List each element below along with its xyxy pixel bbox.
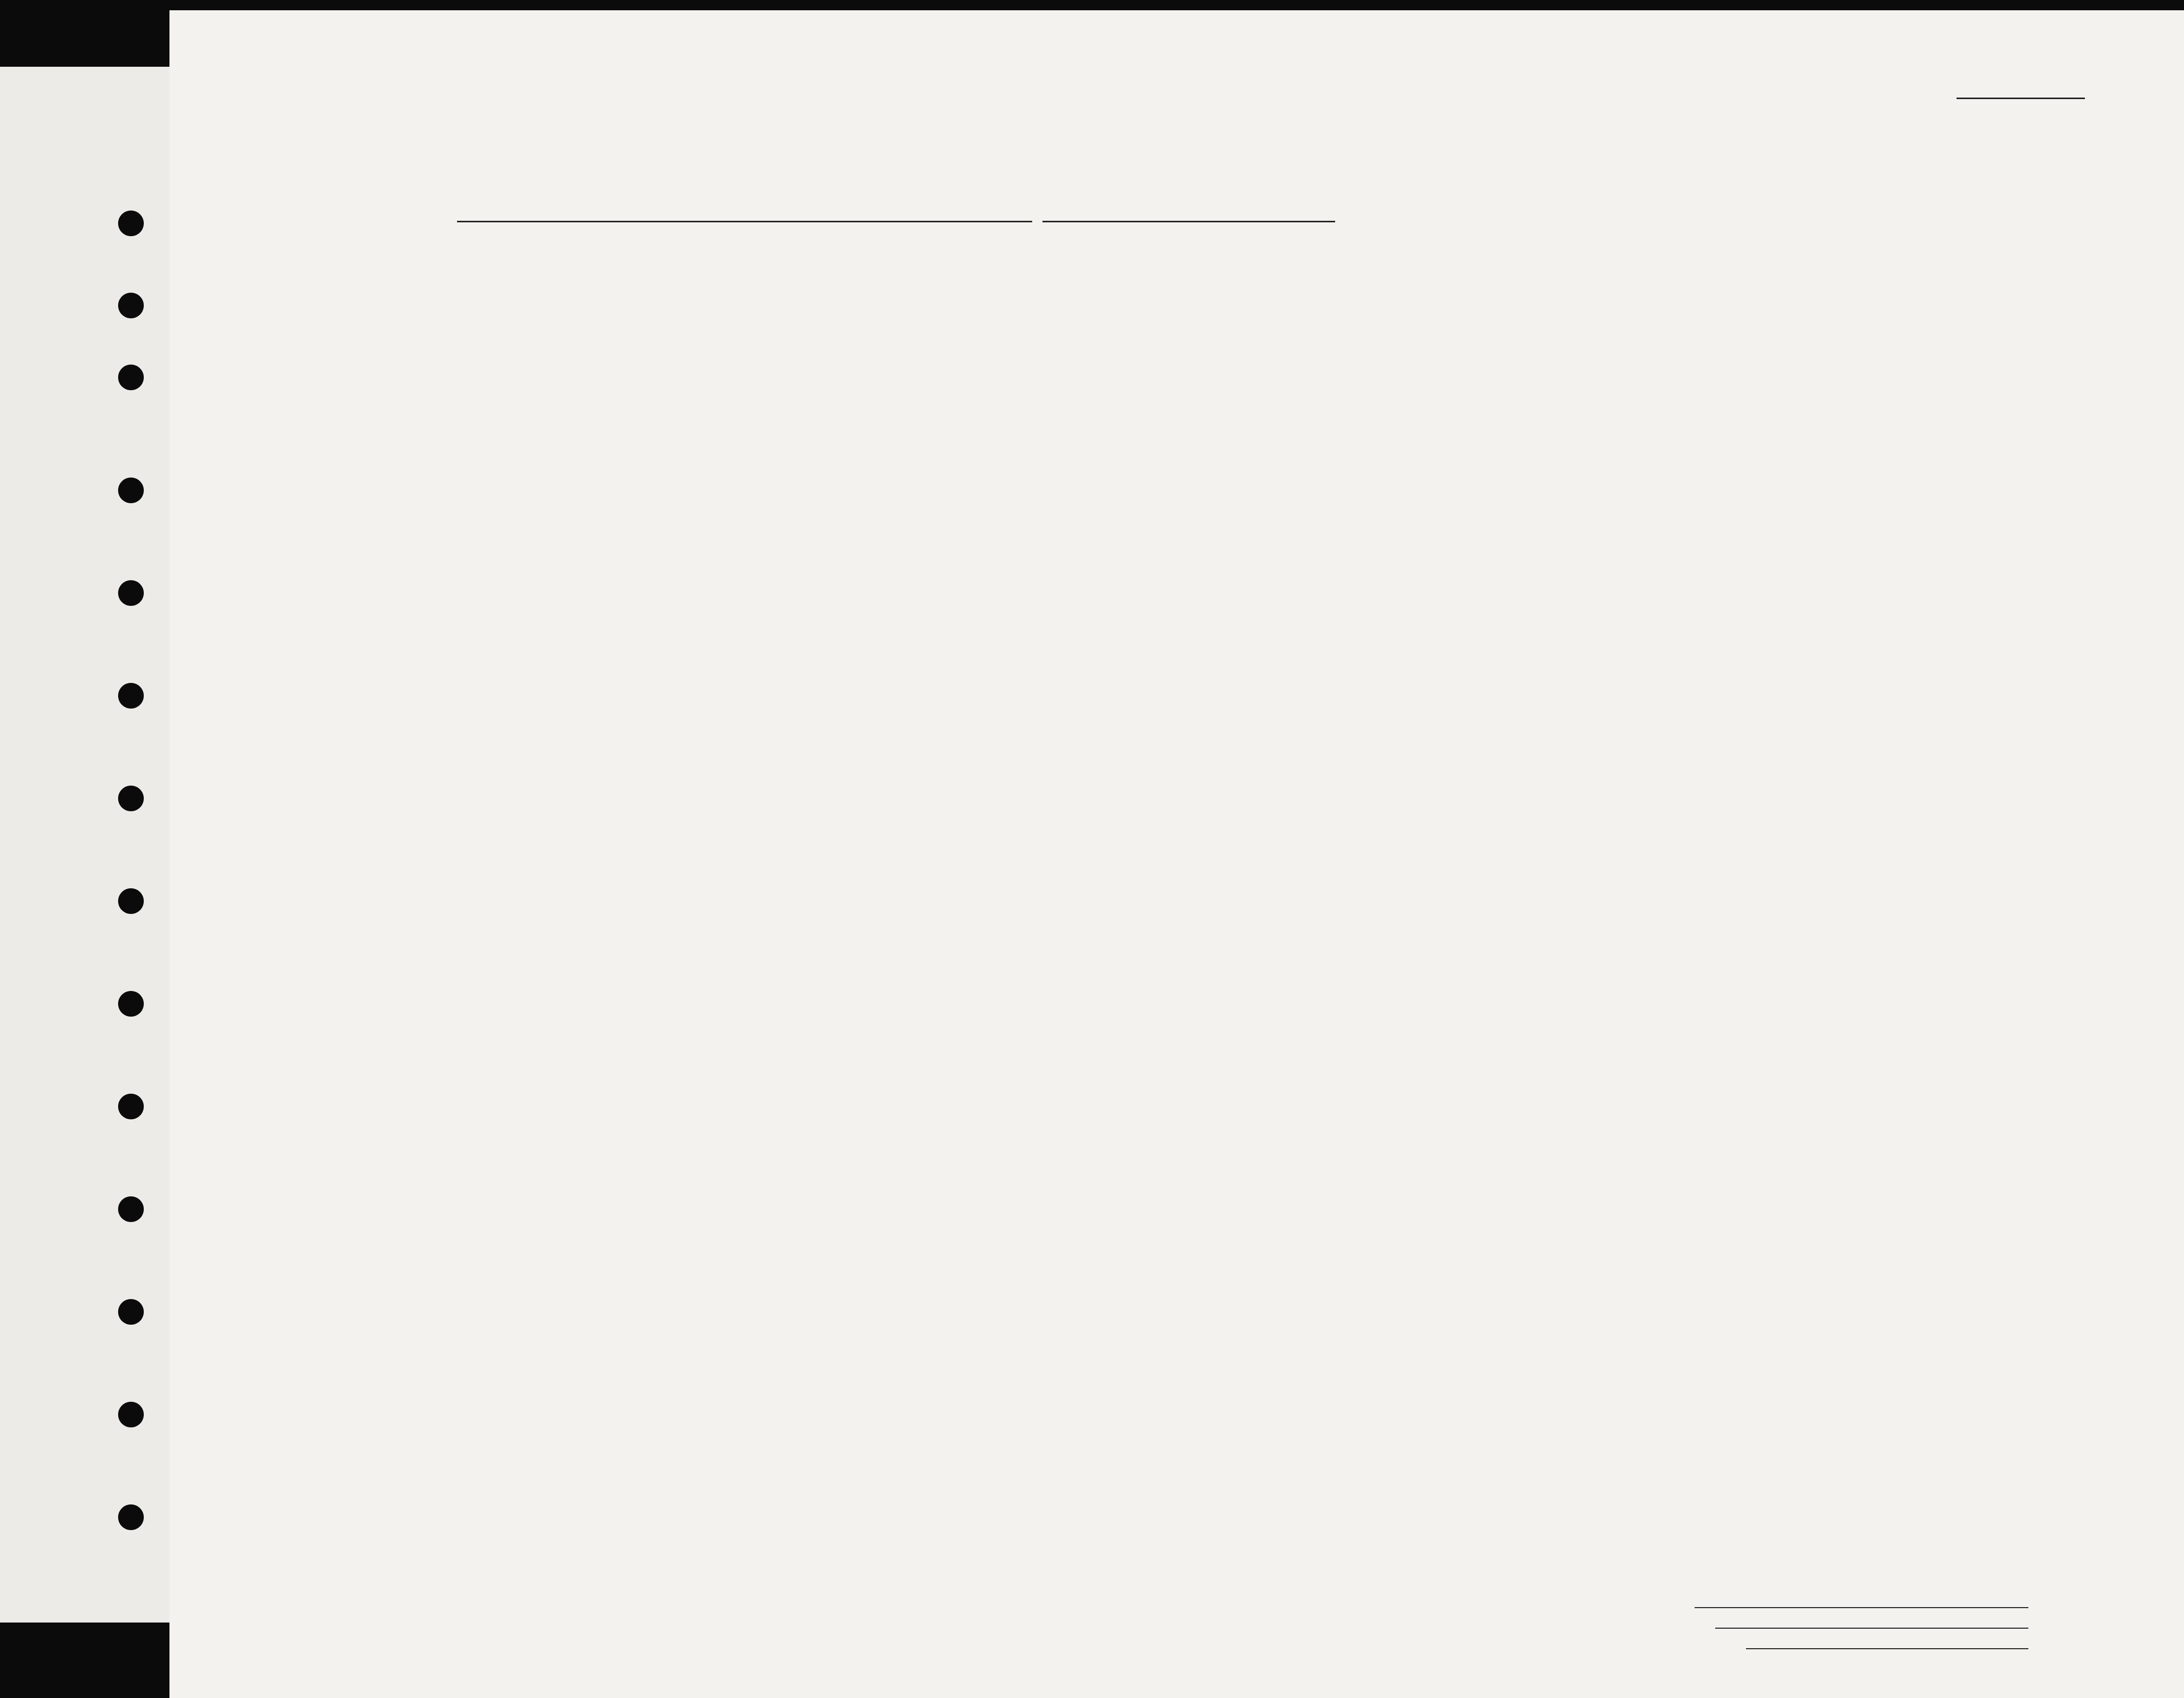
punch-hole (118, 1094, 144, 1119)
punch-hole (118, 1196, 144, 1222)
punch-hole (118, 580, 144, 606)
footer-line-rule (1695, 1607, 2028, 1608)
punch-hole (118, 786, 144, 811)
previous-page-edge (0, 67, 169, 1623)
punch-hole (118, 211, 144, 236)
punch-hole (118, 478, 144, 503)
punch-hole (118, 1402, 144, 1427)
manifest-page (169, 10, 2184, 1698)
punch-hole (118, 365, 144, 390)
footer-owners-rule (1715, 1628, 2028, 1629)
punch-hole (118, 1299, 144, 1325)
punch-hole (118, 293, 144, 318)
punch-hole (118, 683, 144, 709)
punch-hole (118, 991, 144, 1017)
footer-agents-rule (1746, 1648, 2028, 1649)
manifest-table-grid (169, 10, 2184, 1698)
punch-hole (118, 888, 144, 914)
punch-hole (118, 1504, 144, 1530)
